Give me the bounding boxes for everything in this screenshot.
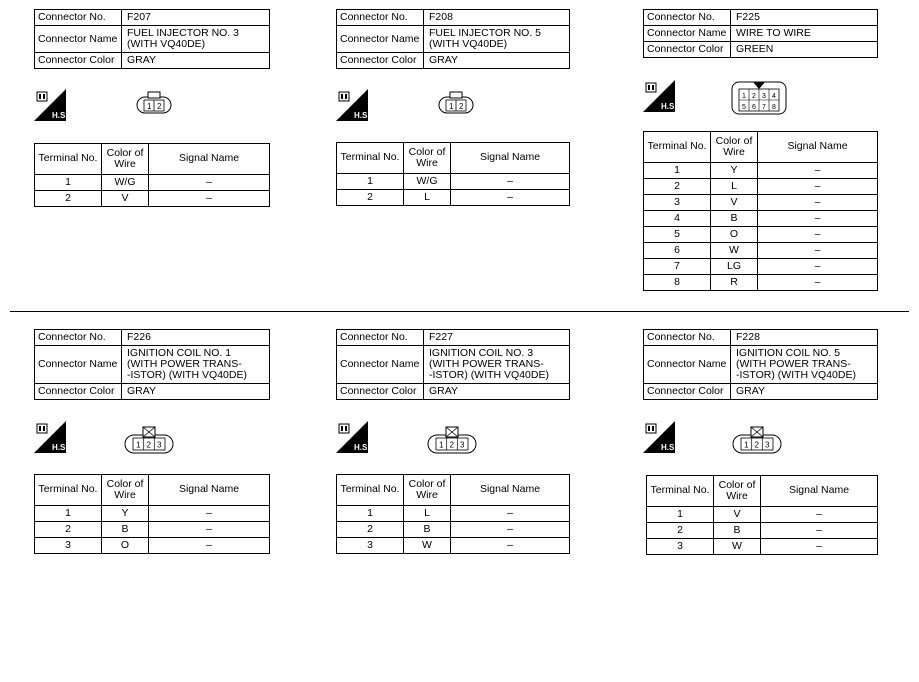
connector-color-value: GRAY <box>122 53 270 69</box>
pin-3-label: 3 <box>157 440 162 450</box>
pin-1-label: 1 <box>742 93 746 100</box>
table-row <box>35 522 270 538</box>
connector-color-label: Connector Color <box>337 53 424 69</box>
signal-name: – <box>149 506 270 522</box>
signal-name: – <box>761 539 878 555</box>
connector-face-8pin <box>731 79 787 115</box>
table-row <box>35 175 270 191</box>
terminal-no: 2 <box>644 179 711 195</box>
terminal-no-header: Terminal No. <box>337 143 404 174</box>
signal-name: – <box>451 190 570 206</box>
connector-no-value: F226 <box>122 330 270 346</box>
terminal-no: 2 <box>647 523 714 539</box>
pin-2-label: 2 <box>146 440 151 450</box>
table-row <box>35 538 270 554</box>
terminal-no: 1 <box>337 174 404 190</box>
pin-2-label: 2 <box>752 93 756 100</box>
signal-name: – <box>758 163 878 179</box>
pin-1-label: 1 <box>147 102 152 111</box>
connector-color-label: Connector Color <box>337 384 424 400</box>
hs-label: H.S. <box>354 111 370 120</box>
pin-7-label: 7 <box>762 104 766 111</box>
connector-no-value: F227 <box>424 330 570 346</box>
connector-info-table <box>34 9 270 69</box>
wire-color: W <box>714 539 761 555</box>
signal-name: – <box>149 175 270 191</box>
hs-label: H.S. <box>52 443 68 452</box>
connector-name-label: Connector Name <box>35 26 122 53</box>
signal-name-header: Signal Name <box>149 144 270 175</box>
wire-color: O <box>711 227 758 243</box>
connector-color-label: Connector Color <box>644 384 731 400</box>
terminal-no: 2 <box>35 522 102 538</box>
signal-name-header: Signal Name <box>761 476 878 507</box>
connector-name-label: Connector Name <box>644 346 731 384</box>
connector-face-3pin <box>427 425 477 455</box>
connector-no-label: Connector No. <box>644 10 731 26</box>
table-row <box>337 174 570 190</box>
table-row <box>644 227 878 243</box>
pin-8-label: 8 <box>772 104 776 111</box>
terminal-no-header: Terminal No. <box>35 144 102 175</box>
signal-name-header: Signal Name <box>758 132 878 163</box>
harness-side-icon <box>336 421 368 453</box>
harness-side-icon <box>34 89 66 121</box>
wire-color: R <box>711 275 758 291</box>
connector-f208 <box>336 9 570 69</box>
wire-color: L <box>711 179 758 195</box>
wire-color: B <box>404 522 451 538</box>
connector-name-value: FUEL INJECTOR NO. 5 (WITH VQ40DE) <box>424 26 570 53</box>
table-row <box>644 211 878 227</box>
connector-f227 <box>336 329 570 400</box>
pin-3-label: 3 <box>765 440 770 450</box>
terminal-no: 6 <box>644 243 711 259</box>
signal-name: – <box>451 522 570 538</box>
connector-name-value: IGNITION COIL NO. 3 (WITH POWER TRANS- -ISTOR) (WITH VQ40DE) <box>424 346 570 384</box>
wire-color: B <box>711 211 758 227</box>
connector-f228 <box>643 329 878 400</box>
connector-no-value: F207 <box>122 10 270 26</box>
connector-info-table <box>336 329 570 400</box>
terminal-no: 2 <box>337 190 404 206</box>
connector-no-label: Connector No. <box>644 330 731 346</box>
table-row <box>647 539 878 555</box>
connector-color-label: Connector Color <box>644 42 731 58</box>
connector-info-table <box>643 329 878 400</box>
table-row <box>647 523 878 539</box>
terminal-no: 1 <box>647 507 714 523</box>
terminal-no: 1 <box>35 175 102 191</box>
terminal-no: 1 <box>35 506 102 522</box>
terminal-no-header: Terminal No. <box>35 475 102 506</box>
table-row <box>337 522 570 538</box>
signal-name: – <box>758 195 878 211</box>
pin-6-label: 6 <box>752 104 756 111</box>
table-row <box>337 190 570 206</box>
wire-color-header: Color of Wire <box>711 132 758 163</box>
wire-color: B <box>102 522 149 538</box>
connector-f225 <box>643 9 878 58</box>
signal-name: – <box>149 191 270 207</box>
table-row <box>337 506 570 522</box>
pin-3-label: 3 <box>460 440 465 450</box>
signal-name-header: Signal Name <box>451 143 570 174</box>
signal-name: – <box>758 243 878 259</box>
connector-color-value: GRAY <box>122 384 270 400</box>
connector-face-2pin <box>438 91 474 115</box>
terminal-no: 3 <box>35 538 102 554</box>
connector-name-value: WIRE TO WIRE <box>731 26 878 42</box>
connector-name-label: Connector Name <box>337 346 424 384</box>
table-row <box>35 506 270 522</box>
terminal-no: 2 <box>35 191 102 207</box>
connector-color-value: GRAY <box>731 384 878 400</box>
terminal-no: 3 <box>644 195 711 211</box>
signal-name: – <box>149 538 270 554</box>
signal-name: – <box>451 538 570 554</box>
terminal-table-f208 <box>336 142 570 206</box>
connector-name-value: IGNITION COIL NO. 5 (WITH POWER TRANS- -ISTOR) (WITH VQ40DE) <box>731 346 878 384</box>
connector-color-value: GRAY <box>424 384 570 400</box>
connector-color-label: Connector Color <box>35 384 122 400</box>
wire-color: Y <box>102 506 149 522</box>
connector-name-label: Connector Name <box>35 346 122 384</box>
table-row <box>647 507 878 523</box>
connector-face-2pin <box>136 91 172 115</box>
wire-color: B <box>714 523 761 539</box>
harness-side-icon <box>336 89 368 121</box>
connector-color-label: Connector Color <box>35 53 122 69</box>
pin-3-label: 3 <box>762 93 766 100</box>
pin-1-label: 1 <box>439 440 444 450</box>
hs-label: H.S. <box>661 443 677 452</box>
table-row <box>644 163 878 179</box>
wire-color: W/G <box>102 175 149 191</box>
section-divider <box>10 311 909 312</box>
signal-name: – <box>758 179 878 195</box>
signal-name: – <box>758 227 878 243</box>
pin-4-label: 4 <box>772 93 776 100</box>
connector-no-label: Connector No. <box>337 10 424 26</box>
table-row <box>644 259 878 275</box>
signal-name: – <box>761 507 878 523</box>
wire-color: L <box>404 506 451 522</box>
wire-color-header: Color of Wire <box>102 144 149 175</box>
wire-color: Y <box>711 163 758 179</box>
wire-color-header: Color of Wire <box>404 143 451 174</box>
connector-color-value: GRAY <box>424 53 570 69</box>
pin-1-label: 1 <box>449 102 454 111</box>
terminal-no: 8 <box>644 275 711 291</box>
table-row <box>644 195 878 211</box>
pin-2-label: 2 <box>754 440 759 450</box>
connector-no-label: Connector No. <box>35 10 122 26</box>
wire-color: W <box>404 538 451 554</box>
harness-side-icon <box>34 421 66 453</box>
hs-label: H.S. <box>52 111 68 120</box>
signal-name: – <box>758 259 878 275</box>
wire-color: W <box>711 243 758 259</box>
connector-info-table <box>336 9 570 69</box>
table-row <box>337 538 570 554</box>
wire-color-header: Color of Wire <box>714 476 761 507</box>
signal-name: – <box>758 275 878 291</box>
connector-no-value: F208 <box>424 10 570 26</box>
terminal-table-f228 <box>646 475 878 555</box>
table-row <box>644 275 878 291</box>
connector-f226 <box>34 329 270 400</box>
pin-2-label: 2 <box>157 102 162 111</box>
terminal-no: 2 <box>337 522 404 538</box>
terminal-table-f225 <box>643 131 878 291</box>
signal-name-header: Signal Name <box>149 475 270 506</box>
terminal-no: 1 <box>337 506 404 522</box>
pin-5-label: 5 <box>742 104 746 111</box>
connector-no-label: Connector No. <box>337 330 424 346</box>
connector-f207 <box>34 9 270 69</box>
wire-color: L <box>404 190 451 206</box>
connector-face-3pin <box>124 425 174 455</box>
signal-name: – <box>451 506 570 522</box>
terminal-table-f227 <box>336 474 570 554</box>
terminal-table-f207 <box>34 143 270 207</box>
signal-name: – <box>451 174 570 190</box>
hs-label: H.S. <box>354 443 370 452</box>
harness-side-icon <box>643 80 675 112</box>
terminal-no: 3 <box>647 539 714 555</box>
terminal-no: 7 <box>644 259 711 275</box>
terminal-no: 4 <box>644 211 711 227</box>
wire-color: V <box>714 507 761 523</box>
pin-2-label: 2 <box>459 102 464 111</box>
connector-info-table <box>643 9 878 58</box>
reference-code <box>0 630 1 682</box>
connector-face-3pin <box>732 425 782 455</box>
wire-color-header: Color of Wire <box>102 475 149 506</box>
connector-no-label: Connector No. <box>35 330 122 346</box>
wire-color-header: Color of Wire <box>404 475 451 506</box>
wire-color: LG <box>711 259 758 275</box>
table-row <box>644 243 878 259</box>
harness-side-icon <box>643 421 675 453</box>
wire-color: O <box>102 538 149 554</box>
table-row <box>644 179 878 195</box>
signal-name: – <box>149 522 270 538</box>
connector-name-label: Connector Name <box>644 26 731 42</box>
connector-name-label: Connector Name <box>337 26 424 53</box>
terminal-table-f226 <box>34 474 270 554</box>
signal-name-header: Signal Name <box>451 475 570 506</box>
terminal-no: 1 <box>644 163 711 179</box>
wire-color: W/G <box>404 174 451 190</box>
connector-info-table <box>34 329 270 400</box>
pin-2-label: 2 <box>449 440 454 450</box>
signal-name: – <box>761 523 878 539</box>
terminal-no: 5 <box>644 227 711 243</box>
connector-color-value: GREEN <box>731 42 878 58</box>
terminal-no-header: Terminal No. <box>647 476 714 507</box>
terminal-no: 3 <box>337 538 404 554</box>
connector-name-value: IGNITION COIL NO. 1 (WITH POWER TRANS- -ISTOR) (WITH VQ40DE) <box>122 346 270 384</box>
wire-color: V <box>711 195 758 211</box>
pin-1-label: 1 <box>136 440 141 450</box>
table-row <box>35 191 270 207</box>
connector-name-value: FUEL INJECTOR NO. 3 (WITH VQ40DE) <box>122 26 270 53</box>
hs-label: H.S. <box>661 102 677 111</box>
signal-name: – <box>758 211 878 227</box>
terminal-no-header: Terminal No. <box>337 475 404 506</box>
pin-1-label: 1 <box>744 440 749 450</box>
connector-no-value: F225 <box>731 10 878 26</box>
connector-no-value: F228 <box>731 330 878 346</box>
wire-color: V <box>102 191 149 207</box>
terminal-no-header: Terminal No. <box>644 132 711 163</box>
